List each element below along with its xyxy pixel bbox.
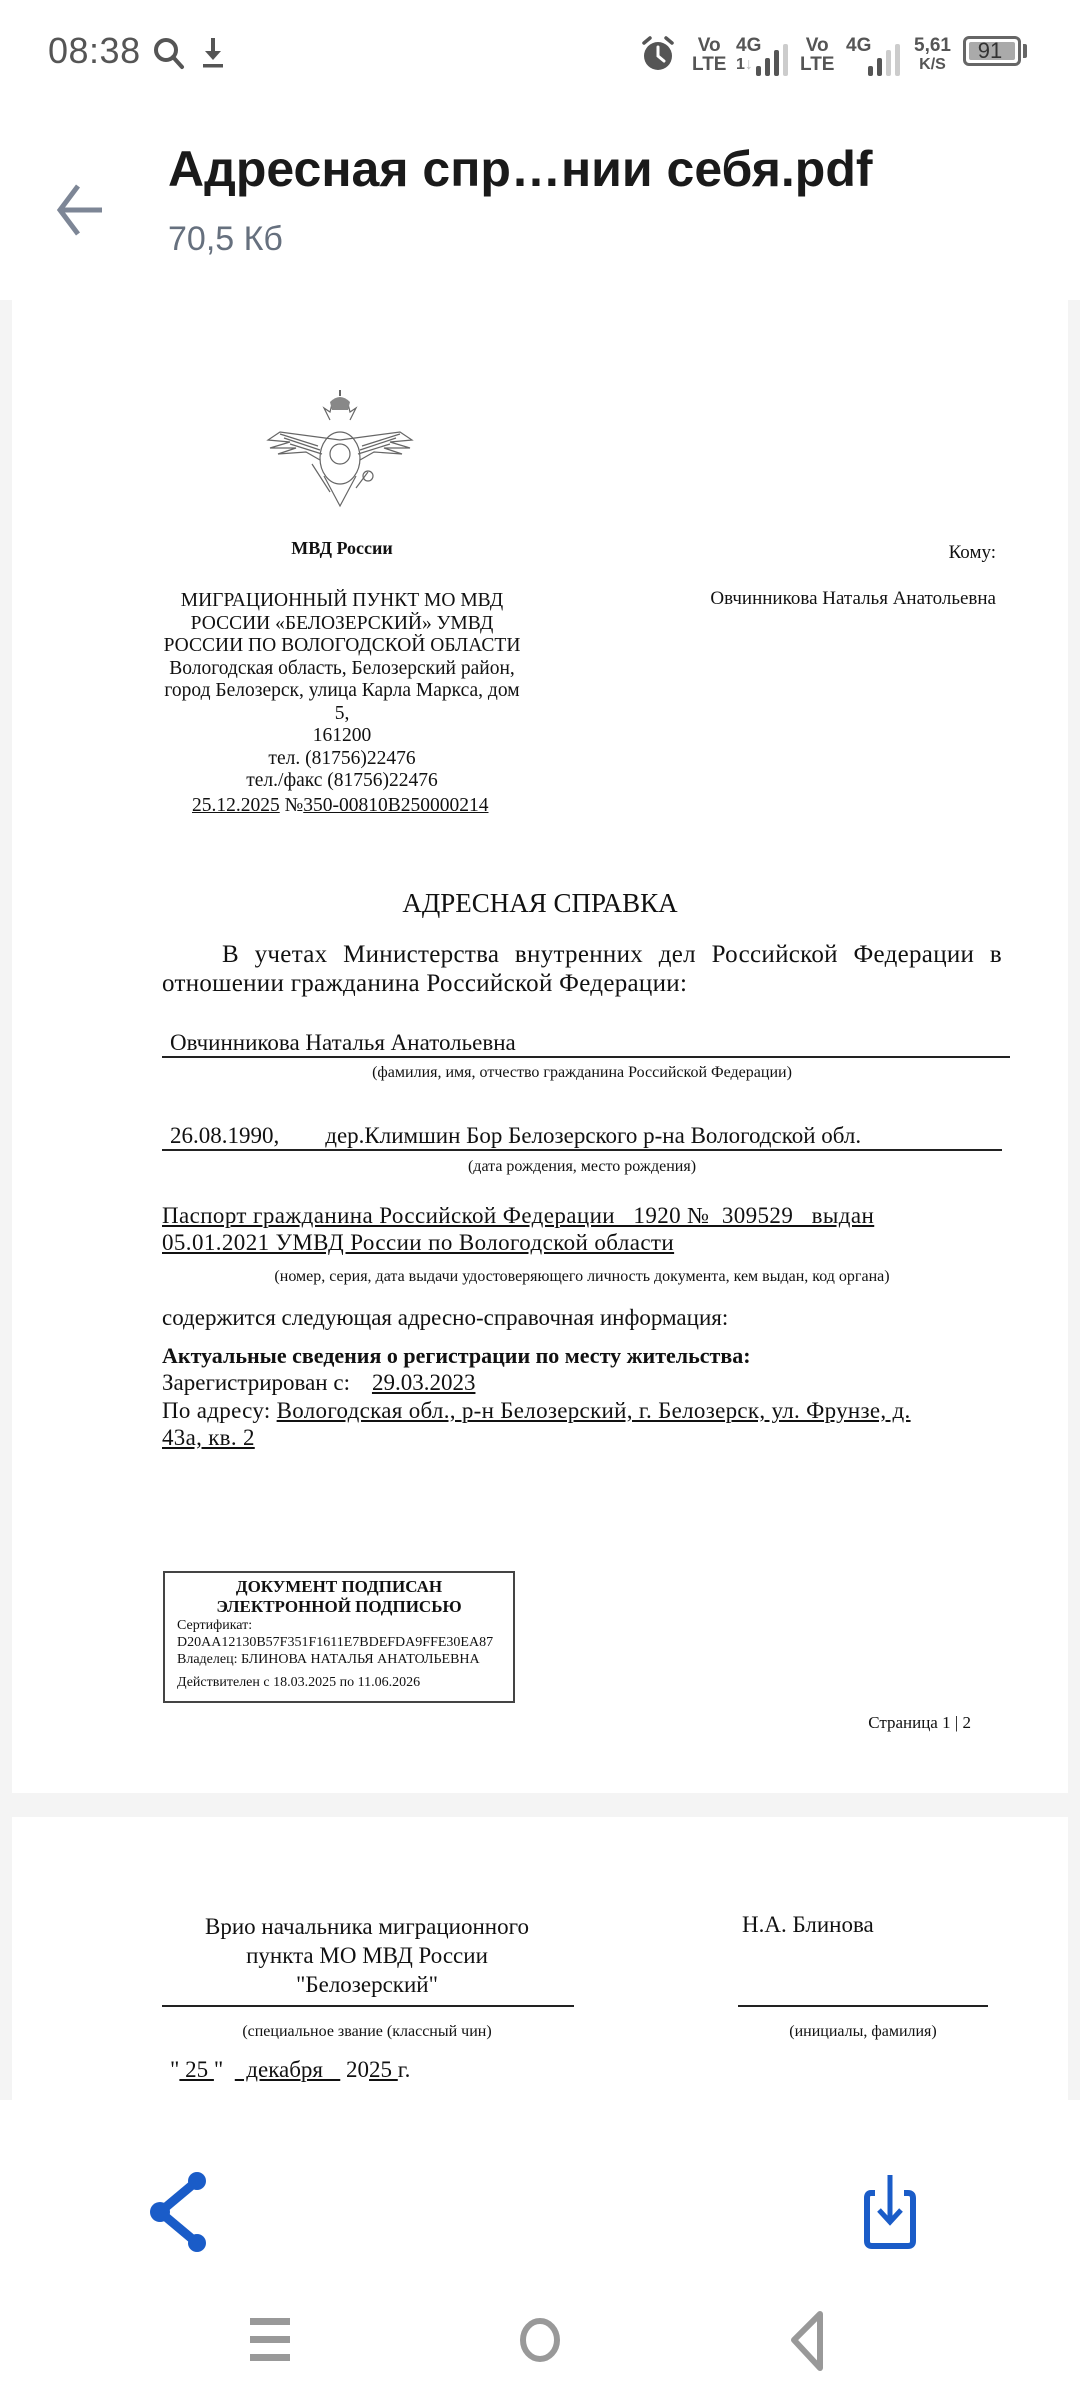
home-icon[interactable] xyxy=(500,2300,580,2380)
search-icon xyxy=(152,36,186,70)
full-name-field: Овчинникова Наталья Анатольевна xyxy=(162,1030,1010,1058)
recipient-name: Овчинникова Наталья Анатольевна xyxy=(710,588,996,609)
registration-heading: Актуальные сведения о регистрации по месту жительства: xyxy=(162,1343,751,1368)
certificate-owner: Владелец: БЛИНОВА НАТАЛЬЯ АНАТОЛЬЕВНА xyxy=(177,1652,480,1667)
electronic-signature-stamp: ДОКУМЕНТ ПОДПИСАН ЭЛЕКТРОННОЙ ПОДПИСЬЮ Сертификат: D20AA12130B57F351F1611E7BDEFDA9FFE30EA87 Владелец: БЛИНОВА НАТАЛЬЯ АНАТОЛЬЕВНА Действителен с 18.03.2025 по 11.06.2026 xyxy=(163,1571,515,1703)
agency-name: МВД России xyxy=(291,538,393,558)
status-time: 08:38 xyxy=(48,30,141,71)
arrow-left-icon[interactable] xyxy=(50,170,110,250)
registration-number: 25.12.2025 №350-00810B250000214 xyxy=(192,795,489,816)
download-icon xyxy=(200,36,226,70)
passport-field: Паспорт гражданина Российской Федерации 1920 № 309529 выдан 05.01.2021 УМВД России по Вологодской области xyxy=(162,1203,875,1255)
signal-icon xyxy=(756,44,788,76)
signer-caption: (инициалы, фамилия) xyxy=(789,2023,937,2040)
system-nav-bar xyxy=(0,2280,1080,2400)
issuing-organization: МИГРАЦИОННЫЙ ПУНКТ МО МВД РОССИИ «БЕЛОЗЕРСКИЙ» УМВД РОССИИ ПО ВОЛОГОДСКОЙ ОБЛАСТИ Вологодская область, Белозерский район, город Белозерск, улица Карла Маркса, дом 5, 161200 тел. (81756)22476 тел./факс (81756)22476 xyxy=(163,590,521,791)
network-speed: 5,61 K/S xyxy=(914,35,951,73)
position-caption: (специальное звание (классный чин) xyxy=(242,2023,492,2040)
battery-tip xyxy=(1023,44,1027,58)
sim1-network: 4G 1↓ xyxy=(736,35,762,73)
sim2-volte: Vo LTE xyxy=(800,35,835,75)
alarm-icon xyxy=(640,36,676,72)
registered-since: Зарегистрирован с: 29.03.2023 xyxy=(162,1370,476,1395)
position-line xyxy=(162,2005,574,2007)
signal-icon xyxy=(868,44,900,76)
file-size: 70,5 Кб xyxy=(168,220,283,258)
certificate-label: Сертификат: xyxy=(177,1618,253,1633)
birth-field: 26.08.1990, дер.Климшин Бор Белозерского р-на Вологодской обл. xyxy=(162,1123,1002,1151)
document-page-1 xyxy=(12,300,1068,1793)
intro-text: В учетах Министерства внутренних дел Российской Федерации в отношении гражданина Российской Федерации: xyxy=(162,941,1002,997)
mvd-emblem-icon xyxy=(260,390,420,510)
signer-position: Врио начальника миграционного пункта МО МВД России "Белозерский" xyxy=(205,1914,529,1997)
document-viewer[interactable] xyxy=(0,300,1080,2100)
contains-text: содержится следующая адресно-справочная информация: xyxy=(162,1305,729,1330)
battery-icon xyxy=(963,36,1021,66)
save-to-device-icon[interactable] xyxy=(845,2165,935,2255)
document-title: АДРЕСНАЯ СПРАВКА xyxy=(402,888,678,918)
page-number: Страница 1 | 2 xyxy=(868,1713,971,1732)
passport-caption: (номер, серия, дата выдачи удостоверяющего личность документа, кем выдан, код органа) xyxy=(274,1268,890,1285)
signer-name: Н.А. Блинова xyxy=(742,1912,874,1937)
document-page-2 xyxy=(12,1817,1068,2100)
sim1-volte: Vo LTE xyxy=(692,35,727,75)
signer-line xyxy=(738,2005,988,2007)
full-name-caption: (фамилия, имя, отчество гражданина Российской Федерации) xyxy=(372,1064,792,1081)
to-label: Кому: xyxy=(948,542,996,563)
certificate-id: D20AA12130B57F351F1611E7BDEFDA9FFE30EA87 xyxy=(177,1635,494,1650)
share-icon[interactable] xyxy=(135,2165,225,2255)
certificate-validity: Действителен с 18.03.2025 по 11.06.2026 xyxy=(177,1675,421,1690)
sim2-network: 4G xyxy=(846,35,872,56)
birth-caption: (дата рождения, место рождения) xyxy=(467,1158,697,1175)
bottom-toolbar xyxy=(0,2100,1080,2280)
registration-address: По адресу: Вологодская обл., р-н Белозерский, г. Белозерск, ул. Фрунзе, д. 43а, кв. 2 xyxy=(162,1398,911,1450)
status-bar xyxy=(0,0,1080,110)
file-header xyxy=(0,110,1080,300)
signature-date: " 25 " декабря 2025 г. xyxy=(170,2057,411,2082)
file-title: Адресная спр…нии себя.pdf xyxy=(168,141,873,197)
battery-level: 91 xyxy=(977,38,1003,63)
recents-icon[interactable] xyxy=(230,2300,310,2380)
back-icon[interactable] xyxy=(770,2300,850,2380)
